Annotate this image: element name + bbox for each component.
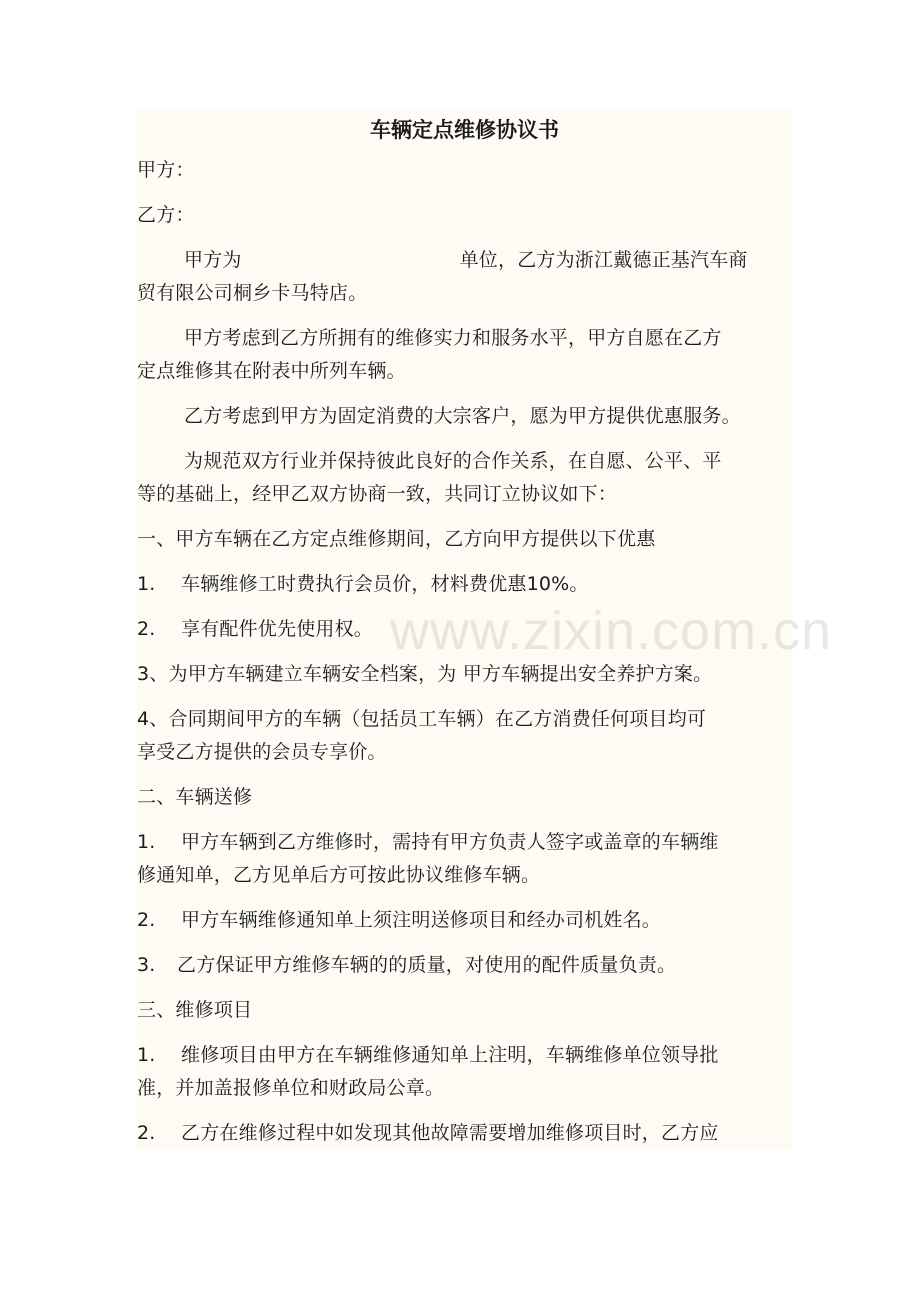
item-text: 乙方在维修过程中如发现其他故障需要增加维修项目时，乙方应 bbox=[181, 1122, 719, 1144]
paragraph-4-line-1: 为规范双方行业并保持彼此良好的合作关系，在自愿、公平、平 bbox=[184, 450, 722, 472]
item-text: 甲方车辆到乙方维修时，需持有甲方负责人签字或盖章的车辆维 bbox=[181, 831, 719, 853]
section-2-item-1-line-1 bbox=[137, 826, 792, 859]
party-b-label: 乙方： bbox=[137, 204, 195, 226]
item-text: 享有配件优先使用权。 bbox=[181, 618, 374, 640]
item-text: 维修项目由甲方在车辆维修通知单上注明，车辆维修单位领导批 bbox=[181, 1044, 719, 1066]
paragraph-2-line-1: 甲方考虑到乙方所拥有的维修实力和服务水平，甲方自愿在乙方 bbox=[184, 327, 722, 349]
section-1-item-4-line-1: 4、合同期间甲方的车辆（包括员工车辆）在乙方消费任何项目均可 bbox=[137, 708, 707, 730]
section-2-heading: 二、车辆送修 bbox=[137, 786, 253, 808]
section-1-item-2 bbox=[137, 613, 792, 646]
intro-prefix: 甲方为 bbox=[184, 249, 242, 271]
item-number: 1. bbox=[137, 831, 156, 853]
item-text: 车辆维修工时费执行会员价，材料费优惠10%。 bbox=[181, 573, 589, 595]
paragraph-4-line-2: 等的基础上，经甲乙双方协商一致，共同订立协议如下： bbox=[137, 483, 618, 505]
intro-suffix: 单位，乙方为浙江戴德正基汽车商 bbox=[459, 249, 748, 271]
paragraph-3: 乙方考虑到甲方为固定消费的大宗客户，愿为甲方提供优惠服务。 bbox=[184, 405, 741, 427]
section-1-heading: 一、甲方车辆在乙方定点维修期间，乙方向甲方提供以下优惠 bbox=[137, 528, 656, 550]
document-page bbox=[137, 108, 792, 1150]
document-title: 车辆定点维修协议书 bbox=[370, 118, 559, 142]
paragraph-2 bbox=[137, 322, 792, 388]
item-number: 3. bbox=[137, 954, 156, 976]
section-3-item-1-line-2: 准，并加盖报修单位和财政局公章。 bbox=[137, 1077, 445, 1099]
paragraph-2-line-2: 定点维修其在附表中所列车辆。 bbox=[137, 360, 406, 382]
section-2-item-3 bbox=[137, 949, 792, 982]
section-1-item-3: 3、为甲方车辆建立车辆安全档案，为 甲方车辆提出安全养护方案。 bbox=[137, 663, 713, 685]
section-2-item-1-line-2: 修通知单，乙方见单后方可按此协议维修车辆。 bbox=[137, 864, 541, 886]
item-number: 1. bbox=[137, 573, 156, 595]
section-2-item-1 bbox=[137, 826, 792, 892]
item-number: 2. bbox=[137, 909, 156, 931]
section-3-item-2 bbox=[137, 1117, 792, 1150]
intro-line-2: 贸有限公司桐乡卡马特店。 bbox=[137, 282, 368, 304]
item-text: 乙方保证甲方维修车辆的的质量，对使用的配件质量负责。 bbox=[177, 954, 677, 976]
paragraph-4 bbox=[137, 445, 792, 511]
watermark: www.zixin.com.cn bbox=[390, 601, 833, 661]
section-1-item-4-line-2: 享受乙方提供的会员专享价。 bbox=[137, 741, 387, 763]
item-number: 1. bbox=[137, 1044, 156, 1066]
intro-line-1 bbox=[137, 244, 792, 277]
party-a-label: 甲方： bbox=[137, 159, 195, 181]
section-3-heading: 三、维修项目 bbox=[137, 999, 253, 1021]
item-text: 甲方车辆维修通知单上须注明送修项目和经办司机姓名。 bbox=[181, 909, 662, 931]
intro-paragraph bbox=[137, 244, 792, 310]
section-2-item-2 bbox=[137, 904, 792, 937]
section-3-item-1-line-1 bbox=[137, 1039, 792, 1072]
section-3-item-1 bbox=[137, 1039, 792, 1105]
section-1-item-1 bbox=[137, 568, 792, 601]
item-number: 2. bbox=[137, 618, 156, 640]
item-number: 2. bbox=[137, 1122, 156, 1144]
section-1-item-4 bbox=[137, 703, 792, 769]
